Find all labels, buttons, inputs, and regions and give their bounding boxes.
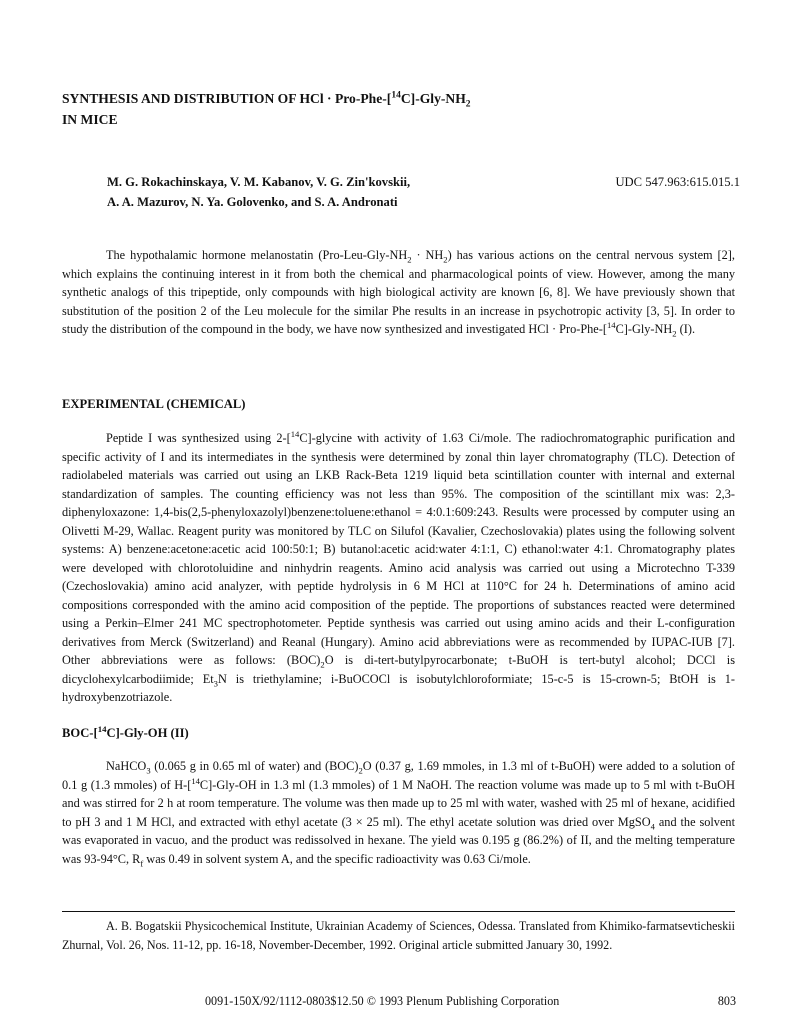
authors-line-1: M. G. Rokachinskaya, V. M. Kabanov, V. G. Zin'kovskii, (107, 175, 411, 189)
title-line-2: IN MICE (62, 112, 118, 127)
footnote-divider (62, 911, 735, 912)
experimental-paragraph: Peptide I was synthesized using 2-[$^{14}$C]-glycine with activity of 1.63 Ci/mole. The radiochromatographic purification and specific activity of I and its intermediates in the synthesis were determined by zonal thin layer chromatography (TLC). Detection of radiolabeled materials was carried out using an LKB Rack-Beta 1219 liquid beta scintillation counter with internal and external standardization of samples. The counting efficiency was not less than 95%. The composition of the scintillant mix was: 2,3-diphenyloxazone: 1,4-bis(2,5-phenyloxazolyl)benzene:toluene:ethanol = 4:0.1:609:243. Results were processed by computer using an Olivetti M-29, Wallac. Reagent purity was monitored by TLC on Silufol (Kavalier, Czechoslovakia) plates using the following solvent systems: A) benzene:acetone:acetic acid 100:50:1; B) butanol:acetic acid:water 4:1:1, C) ethanol:water 4:1. Chromatography plates were developed with chlorotoluidine and ninhydrin reagents. Amino acid analysis was carried out using a Microtechno T-339 (Czechoslovakia) amino acid analyzer, with peptide hydrolysis in 6 M HCl at 110°C for 24 h. Determinations of amino acid compositions corresponded with the amino acid composition of the peptide. The proportions of substances reacted were determined using a Perkin–Elmer 241 MC spectrophotometer. Peptide synthesis was carried out using amino acids and their L-configuration derivatives from Merck (Switzerland) and Reanal (Hungary). Amino acid abbreviations were as recommended by IUPAC-IUB [7]. Other abbreviations were as follows: $(BOC)_2O$ is di-tert-butylpyrocarbonate; t-BuOH is tert-butyl alcohol; DCCl is dicyclohexylcarbodiimide; $Et_3N$ is triethylamine; i-BuOCOCl is isobutylchloroformiate; 15-c-5 is 15-crown-5; BtOH is 1-hydroxybenzotriazole. (62, 428, 736, 704)
author-list (107, 172, 567, 212)
authors-line-2: A. A. Mazurov, N. Ya. Golovenko, and S. A. Andronati (107, 195, 398, 209)
title-line-1: SYNTHESIS AND DISTRIBUTION OF HCl · Pro-$Phe-[^{14}C]-Gly-NH_2$ (62, 90, 471, 110)
page-number: 803 (717, 994, 736, 1008)
section-heading-experimental: EXPERIMENTAL (CHEMICAL) (62, 397, 246, 411)
boc-synthesis-paragraph: NaHCO$_3$ (0.065 g in 0.65 ml of water) and $(BOC)_2O$ (0.37 g, 1.69 mmoles, in 1.3 ml of t-BuOH) were added to a solution of 0.1 g (1.3 mmoles) of H-[$^{14}$C]-Gly-OH in 1.3 ml (1.3 mmoles) of 1 M NaOH. The reaction volume was made up to 5 ml with t-BuOH and was stirred for 2 h at room temperature. The volume was then made up to 25 ml with water, washed with 25 ml of hexane, acidified to pH 3 and 1 M HCl, and extracted with ethyl acetate (3 × 25 ml). The ethyl acetate solution was dried over MgSO$_4$ and the solvent was evaporated in vacuo, and the product was redissolved in hexane. The yield was 0.195 g (86.2%) of II, and the melting temperature was 93-94°C, $R_f$ was 0.49 in solvent system A, and the specific radioactivity was 0.63 Ci/mole. (62, 759, 735, 868)
intro-paragraph: The hypothalamic hormone melanostatin $(Pro-Leu-Gly-NH_2 \cdot NH_2)$ has various actions on the central nervous system [2], which explains the continuing interest in it from both the chemical and pharmacological points of view. However, among the many synthetic analogs of this tripeptide, only compounds with high biological activity are known [6, 8]. We have previously shown that substitution of the position 2 of the Leu molecule for the similar Phe results in an increase in psychotropic activity [3, 5]. In order to study the distribution of the compound in the body, we have now synthesized and investigated HCl · Pro-$Phe-[^{14}C]-Gly-NH_2$ (I). (62, 248, 735, 339)
section-heading-boc-gly: BOC-[$^{14}$C]-Gly-OH (II) (62, 723, 189, 740)
copyright-line: 0091-150X/92/1112-0803$12.50 © 1993 Plenum Publishing Corporation (205, 994, 560, 1008)
affiliation-footnote: A. B. Bogatskii Physicochemical Institute, Ukrainian Academy of Sciences, Odessa. Translated from Khimiko-farmatsevticheskii Zhurnal, Vol. 26, Nos. 11-12, pp. 16-18, November-December, 1992. Original article submitted January 30, 1992. (62, 919, 735, 952)
udc-code: UDC 547.963:615.015.1 (615, 175, 740, 189)
article-title (62, 88, 662, 130)
